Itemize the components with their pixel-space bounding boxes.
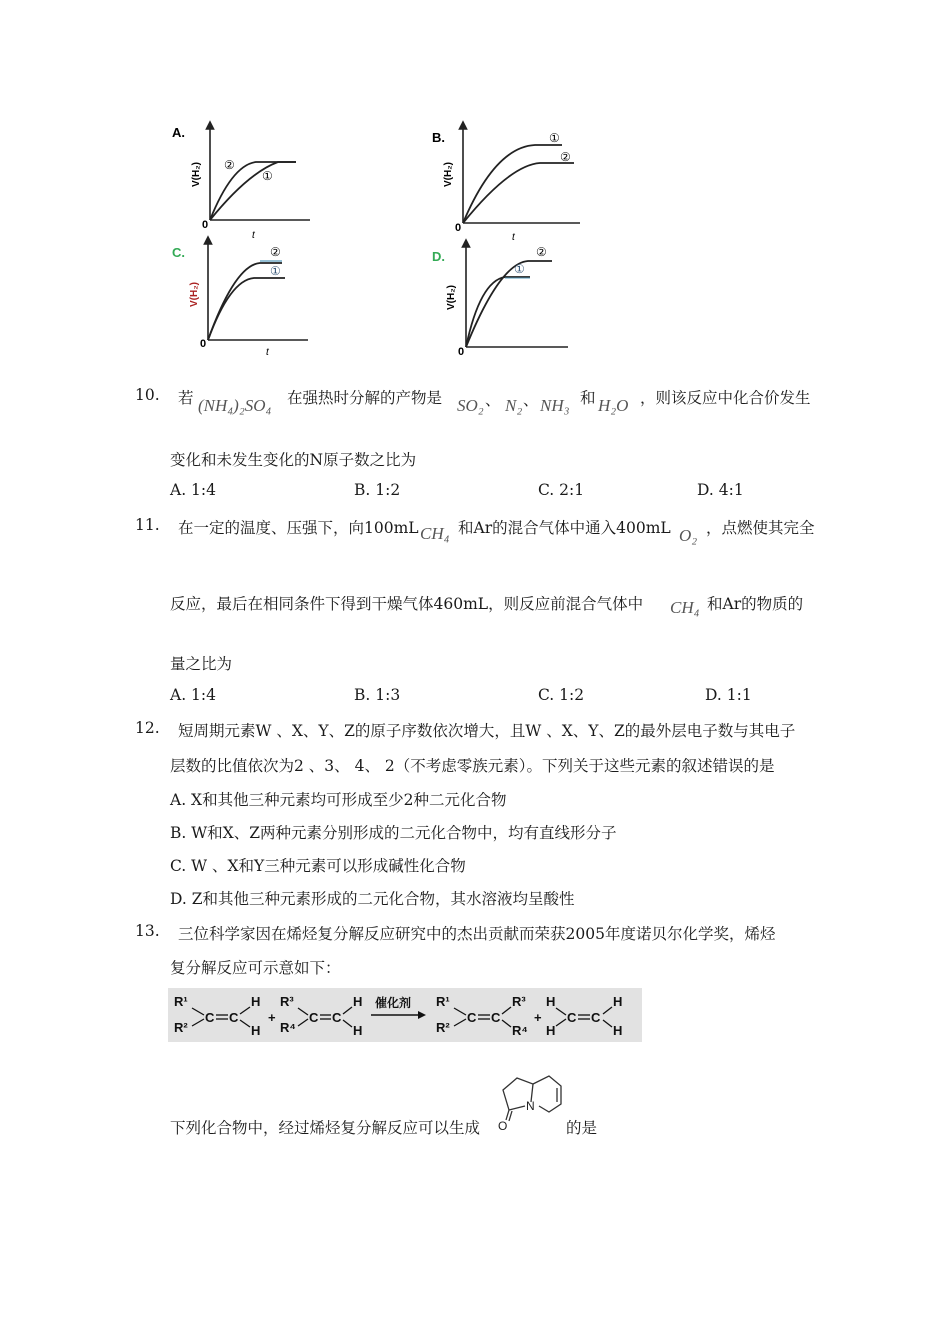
q12-number: 12. bbox=[135, 719, 160, 737]
plus-2: + bbox=[534, 1010, 542, 1025]
q11-line-2a: 反应，最后在相同条件下得到干燥气体460mL，则反应前混合气体中 bbox=[170, 595, 644, 613]
graph-a bbox=[172, 125, 310, 241]
q11-number: 11. bbox=[135, 516, 160, 534]
graph-a-curve-2 bbox=[210, 162, 296, 220]
react1-r2: R² bbox=[174, 1020, 188, 1035]
graph-c-origin: 0 bbox=[200, 338, 207, 350]
q10-option-d: D. 4:1 bbox=[697, 481, 744, 499]
graph-c-mark-1: ① bbox=[270, 264, 281, 278]
prod2-h1: H bbox=[546, 994, 556, 1009]
q10-product-3: NH₃ bbox=[540, 396, 570, 415]
q10-text-2: 在强热时分解的产物是 bbox=[287, 389, 443, 407]
prod1-r4: R⁴ bbox=[512, 1023, 528, 1038]
prod1-c1: C bbox=[467, 1010, 477, 1025]
q11-text-2: 和Ar的混合气体中通入400mL bbox=[458, 519, 671, 537]
react2-c1: C bbox=[309, 1010, 319, 1025]
q13-line-3a: 下列化合物中，经过烯烃复分解反应可以生成 bbox=[170, 1119, 481, 1137]
q11-line-2b: 和Ar的物质的 bbox=[707, 595, 804, 613]
q11-text-1: 在一定的温度、压强下，向100mL bbox=[178, 519, 419, 537]
react1-h1: H bbox=[251, 994, 261, 1009]
prod1-r1: R¹ bbox=[436, 994, 450, 1009]
q11-option-b: B. 1:3 bbox=[354, 686, 401, 704]
q10-product-4: H₂O bbox=[598, 396, 629, 415]
graph-d-curve-1 bbox=[466, 277, 530, 347]
graph-d-mark-2: ② bbox=[536, 245, 547, 259]
q11-option-d: D. 1:1 bbox=[705, 686, 752, 704]
q11-line-3: 量之比为 bbox=[170, 655, 233, 673]
q10-line-2: 变化和未发生变化的N原子数之比为 bbox=[170, 451, 417, 469]
q13-line-1: 三位科学家因在烯烃复分解反应研究中的杰出贡献而荣获2005年度诺贝尔化学奖，烯烃 bbox=[178, 925, 776, 943]
graph-b-curve-1 bbox=[463, 145, 562, 223]
graph-d-mark-1: ① bbox=[514, 262, 525, 276]
q13-number: 13. bbox=[135, 922, 160, 940]
graph-d-ylabel: V(H₂) bbox=[446, 285, 457, 310]
q12-option-c: C. W 、X和Y三种元素可以形成碱性化合物 bbox=[170, 857, 466, 875]
lactam-o: O bbox=[498, 1119, 508, 1132]
react1-c1: C bbox=[205, 1010, 215, 1025]
prod2-c1: C bbox=[567, 1010, 577, 1025]
graph-c-mark-2: ② bbox=[270, 245, 281, 259]
graph-b-label: B. bbox=[432, 130, 445, 145]
q10-product-1: SO₂ bbox=[457, 396, 484, 415]
graph-d-label: D. bbox=[432, 249, 445, 264]
rate-graphs bbox=[160, 115, 630, 360]
graph-a-mark-2: ② bbox=[224, 158, 235, 172]
graph-a-mark-1: ① bbox=[262, 169, 273, 183]
q10-sep-2: 、 bbox=[523, 391, 539, 409]
prod2-h3: H bbox=[613, 994, 623, 1009]
q11-option-a: A. 1:4 bbox=[170, 686, 216, 704]
graph-a-xlabel: t bbox=[252, 230, 255, 241]
graph-b-curve-2 bbox=[463, 163, 574, 223]
q10-sep-1: 、 bbox=[485, 391, 501, 409]
react2-h2: H bbox=[353, 1023, 363, 1038]
bicyclic-lactam-structure bbox=[495, 1068, 575, 1132]
react2-c2: C bbox=[332, 1010, 342, 1025]
graph-d bbox=[432, 243, 568, 358]
graph-a-ylabel: V(H₂) bbox=[191, 162, 202, 187]
q12-option-a: A. X和其他三种元素均可形成至少2种二元化合物 bbox=[170, 791, 507, 809]
q12-line-2: 层数的比值依次为2 、3、 4、 2（不考虑零族元素）。下列关于这些元素的叙述错误的是 bbox=[170, 757, 775, 775]
q11-text-3: ，点燃使其完全 bbox=[706, 519, 815, 537]
graph-b bbox=[432, 125, 580, 243]
q10-option-a: A. 1:4 bbox=[170, 481, 216, 499]
plus-1: + bbox=[268, 1010, 276, 1025]
prod1-c2: C bbox=[491, 1010, 501, 1025]
graph-a-label: A. bbox=[172, 125, 185, 140]
prod1-r3: R³ bbox=[512, 994, 526, 1009]
graph-c-xlabel: t bbox=[266, 347, 269, 358]
graph-b-xlabel: t bbox=[512, 232, 515, 243]
prod2-h2: H bbox=[546, 1023, 556, 1038]
react1-r1: R¹ bbox=[174, 994, 188, 1009]
q11-formula-1: CH₄ bbox=[420, 524, 450, 543]
q10-text-1: 若 bbox=[178, 389, 194, 407]
q10-option-c: C. 2:1 bbox=[538, 481, 585, 499]
q13-line-2: 复分解反应可示意如下： bbox=[170, 959, 341, 977]
graph-b-mark-1: ① bbox=[549, 131, 560, 145]
prod2-h4: H bbox=[613, 1023, 623, 1038]
q10-product-2: N₂ bbox=[505, 396, 523, 415]
graph-d-origin: 0 bbox=[458, 346, 465, 358]
graph-b-ylabel: V(H₂) bbox=[443, 162, 454, 187]
q12-option-d: D. Z和其他三种元素形成的二元化合物，其水溶液均呈酸性 bbox=[170, 890, 575, 908]
q10-formula: (NH₄)₂SO₄ bbox=[198, 396, 272, 415]
q11-formula-3: CH₄ bbox=[670, 598, 700, 617]
graph-a-origin: 0 bbox=[202, 219, 209, 231]
graph-b-mark-2: ② bbox=[560, 150, 571, 164]
lactam-n: N bbox=[526, 1099, 535, 1113]
graph-c-label: C. bbox=[172, 245, 185, 260]
catalyst-label: 催化剂 bbox=[375, 996, 412, 1010]
react2-r3: R³ bbox=[280, 994, 294, 1009]
q12-option-b: B. W和X、Z两种元素分别形成的二元化合物中，均有直线形分子 bbox=[170, 824, 617, 842]
q10-text-4: ，则该反应中化合价发生 bbox=[640, 389, 811, 407]
q11-option-c: C. 1:2 bbox=[538, 686, 585, 704]
graph-c-ylabel: V(H₂) bbox=[189, 282, 200, 307]
q10-option-b: B. 1:2 bbox=[354, 481, 401, 499]
prod2-c2: C bbox=[591, 1010, 601, 1025]
q10-text-3: 和 bbox=[580, 389, 596, 407]
prod1-r2: R² bbox=[436, 1020, 450, 1035]
q11-formula-2: O₂ bbox=[679, 526, 698, 545]
q10-number: 10. bbox=[135, 386, 160, 404]
react1-c2: C bbox=[229, 1010, 239, 1025]
metathesis-reaction-scheme bbox=[168, 988, 642, 1042]
graph-b-origin: 0 bbox=[455, 222, 462, 234]
graph-c bbox=[172, 240, 308, 358]
react1-h2: H bbox=[251, 1023, 261, 1038]
q13-line-3b: 的是 bbox=[566, 1119, 598, 1137]
react2-r4: R⁴ bbox=[280, 1020, 296, 1035]
react2-h1: H bbox=[353, 994, 363, 1009]
q12-line-1: 短周期元素W 、X、Y、Z的原子序数依次增大，且W 、X、Y、Z的最外层电子数与其电子 bbox=[178, 722, 796, 740]
